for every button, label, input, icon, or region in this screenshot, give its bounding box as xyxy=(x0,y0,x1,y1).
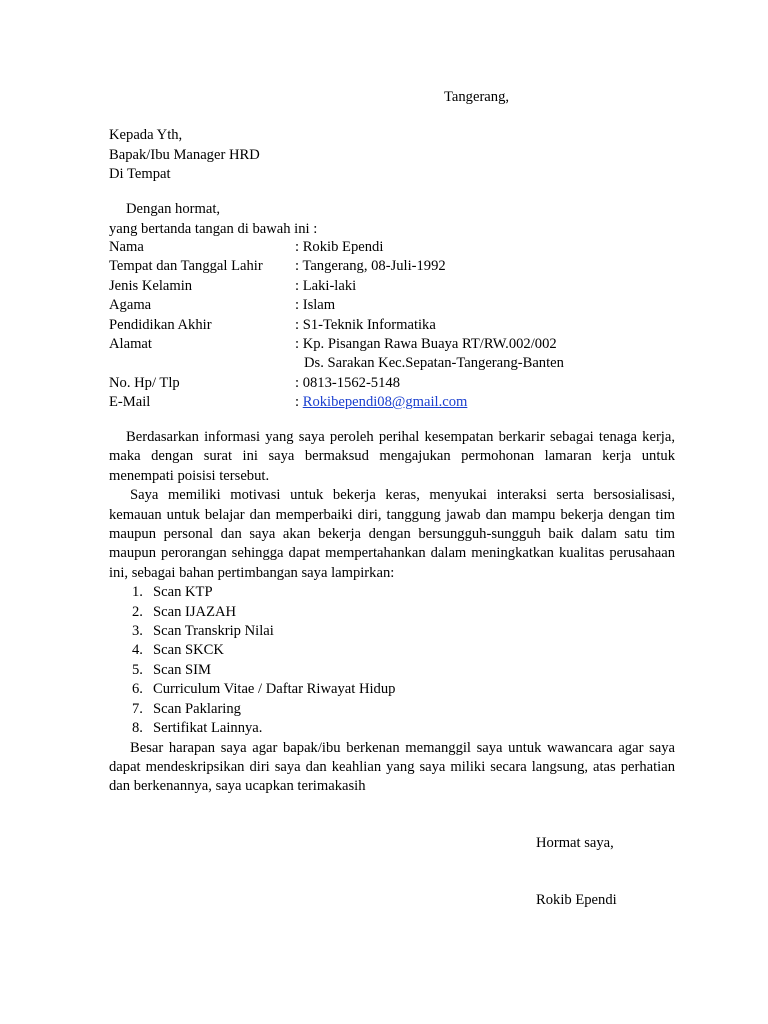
address-label: Alamat xyxy=(109,335,152,352)
intro-line: yang bertanda tangan di bawah ini : xyxy=(109,220,318,237)
education-value: : S1-Teknik Informatika xyxy=(295,316,436,333)
address-label-spacer xyxy=(109,354,295,373)
identity-row-education xyxy=(109,316,564,335)
closing: Hormat saya, xyxy=(536,835,614,851)
place-date: Tangerang, xyxy=(444,89,510,105)
salutation: Dengan hormat, xyxy=(126,201,221,217)
paragraph-1: Berdasarkan informasi yang saya peroleh perihal kesempatan berkarir sebagai tenaga kerja, maka dengan surat ini saya bermaksud mengajukan permohonan lamaran kerja untuk menempati poisisi tersebut. xyxy=(109,429,675,484)
attachment-number: 2. xyxy=(132,603,143,620)
identity-row-religion xyxy=(109,296,564,315)
birth-value: : Tangerang, 08-Juli-1992 xyxy=(295,258,446,275)
identity-row-address-cont xyxy=(109,354,564,373)
education-label: Pendidikan Akhir xyxy=(109,316,212,333)
attachment-item xyxy=(109,680,675,699)
address-value: : Kp. Pisangan Rawa Buaya RT/RW.002/002 xyxy=(295,335,557,352)
attachment-item xyxy=(109,641,675,660)
attachment-item xyxy=(109,622,675,641)
recipient-block xyxy=(109,126,260,185)
recipient-line-3: Di Tempat xyxy=(109,166,171,182)
attachment-number: 1. xyxy=(132,584,143,601)
religion-label: Agama xyxy=(109,297,152,314)
attachment-item xyxy=(109,603,675,622)
identity-row-address xyxy=(109,335,564,354)
address-value-2: Ds. Sarakan Kec.Sepatan-Tangerang-Banten xyxy=(304,355,564,372)
name-label: Nama xyxy=(109,239,144,255)
attachment-number: 3. xyxy=(132,623,143,640)
paragraph-3: Besar harapan saya agar bapak/ibu berkenan memanggil saya untuk wawancara agar saya dapat mendeskripsikan diri saya dan keahlian yang saya miliki secara langsung, atas perhatian dan berkenannya, saya ucapkan terimakasih xyxy=(109,739,675,795)
attachment-label: Scan Transkrip Nilai xyxy=(153,623,274,640)
attachment-label: Scan IJAZAH xyxy=(153,603,237,620)
letter-body xyxy=(109,428,675,797)
religion-value: : Islam xyxy=(295,297,336,314)
email-value-wrap xyxy=(295,393,467,412)
signer-name: Rokib Ependi xyxy=(536,892,617,908)
attachment-label: Curriculum Vitae / Daftar Riwayat Hidup xyxy=(153,681,396,698)
phone-label: No. Hp/ Tlp xyxy=(109,374,180,391)
identity-table xyxy=(109,238,564,413)
recipient-line-1: Kepada Yth, xyxy=(109,127,183,143)
attachment-label: Scan KTP xyxy=(153,584,213,601)
attachment-list xyxy=(109,583,675,738)
attachment-number: 5. xyxy=(132,661,143,678)
attachment-item xyxy=(109,719,675,738)
paragraph-2: Saya memiliki motivasi untuk bekerja keras, menyukai interaksi serta bersosialisasi, kemauan untuk belajar dan memperbaiki diri, tanggung jawab dan mampu bekerja dengan tim maupun personal dan saya akan bekerja dengan bersungguh-sungguh baik dalam satu tim maupun perorangan sehingga dapat mempertahankan dalam meningkatkan kualitas perusahaan ini, sebagai bahan pertimbangan saya lampirkan: xyxy=(109,487,675,581)
identity-row-phone xyxy=(109,374,564,393)
attachment-label: Scan SIM xyxy=(153,661,211,678)
attachment-number: 6. xyxy=(132,681,143,698)
email-colon: : xyxy=(295,394,300,411)
attachment-label: Sertifikat Lainnya. xyxy=(153,720,263,737)
name-value: : Rokib Ependi xyxy=(295,239,384,255)
identity-row-gender xyxy=(109,277,564,296)
recipient-line-2: Bapak/Ibu Manager HRD xyxy=(109,146,260,163)
email-link[interactable]: Rokibependi08@gmail.com xyxy=(302,394,468,411)
attachment-label: Scan Paklaring xyxy=(153,700,241,717)
email-label: E-Mail xyxy=(109,394,151,411)
phone-value: : 0813-1562-5148 xyxy=(295,374,400,391)
attachment-item xyxy=(109,583,675,602)
birth-label: Tempat dan Tanggal Lahir xyxy=(109,258,263,275)
attachment-number: 8. xyxy=(132,720,143,737)
attachment-item xyxy=(109,700,675,719)
attachment-item xyxy=(109,661,675,680)
identity-row-email xyxy=(109,393,564,412)
identity-row-name xyxy=(109,238,564,257)
greeting-block xyxy=(109,200,317,239)
attachment-number: 4. xyxy=(132,642,143,659)
attachment-label: Scan SKCK xyxy=(153,642,224,659)
gender-label: Jenis Kelamin xyxy=(109,277,193,294)
attachment-number: 7. xyxy=(132,700,143,717)
gender-value: : Laki-laki xyxy=(295,277,357,294)
identity-row-birth xyxy=(109,257,564,276)
